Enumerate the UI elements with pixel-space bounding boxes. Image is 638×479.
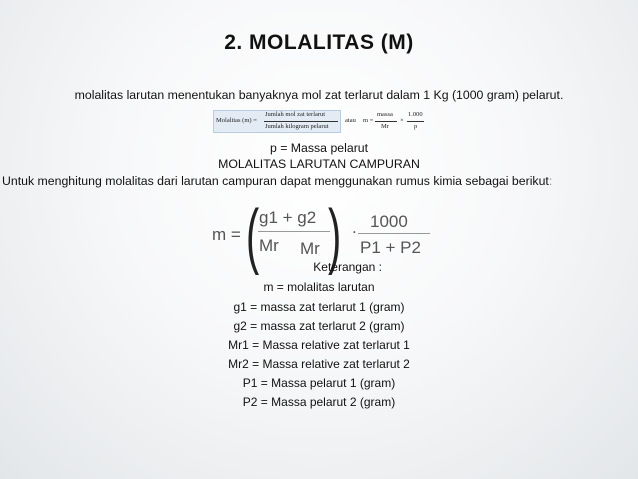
legend-heading: Keterangan : (313, 260, 382, 274)
formula-dot: . (352, 218, 357, 237)
formula-image-den3: p (414, 123, 418, 130)
formula-image-num3: 1.000 (408, 111, 423, 118)
legend-item: P1 = Massa pelarut 1 (gram) (242, 376, 396, 390)
legend-item: P2 = Massa pelarut 2 (gram) (242, 395, 396, 409)
formula-lhs: m = (212, 225, 241, 244)
instruction-body: Untuk menghitung molalitas dari larutan campuran dapat menggunakan rumus kimia sebagai berikut (2, 174, 549, 188)
formula-image-times: × (400, 117, 404, 124)
formula-open-paren: ( (246, 196, 260, 276)
formula-image-num1: Jumlah mol zat terlarut (265, 111, 326, 118)
legend-item: g2 = massa zat terlarut 2 (gram) (233, 319, 405, 333)
slide-title: 2. MOLALITAS (M) (224, 31, 414, 54)
formula-numerator: g1 + g2 (259, 208, 317, 227)
formula-image-lhs2: m = (363, 117, 374, 124)
formula-image-atau: atau (345, 117, 356, 124)
formula-close-paren: ) (328, 196, 342, 276)
legend-item: Mr1 = Massa relative zat terlarut 1 (228, 338, 410, 352)
mixture-subtitle: MOLALITAS LARUTAN CAMPURAN (218, 157, 420, 171)
formula-fraction-bar-2 (358, 233, 430, 234)
formula-image-den1: Jumlah kilogram pelarut (265, 123, 329, 130)
intro-text: molalitas larutan menentukan banyaknya mol zat terlarut dalam 1 Kg (1000 gram) pelarut. (74, 88, 564, 102)
formula-den-left: Mr (259, 236, 279, 255)
formula-fraction-bar (258, 231, 330, 232)
formula-den2: P1 + P2 (360, 238, 421, 257)
legend-item: g1 = massa zat terlarut 1 (gram) (233, 300, 405, 314)
formula-image-lhs: Molalitas (m) = (216, 117, 257, 124)
formula-image-den2: Mr (381, 123, 389, 130)
legend-item: m = molalitas larutan (263, 280, 375, 294)
formula-num2: 1000 (370, 212, 408, 231)
instruction-colon: : (548, 174, 553, 188)
legend-item: Mr2 = Massa relative zat terlarut 2 (228, 357, 410, 371)
formula-image-num2: massa (377, 111, 393, 118)
p-definition: p = Massa pelarut (269, 141, 369, 155)
formula-den-right: Mr (300, 239, 320, 258)
